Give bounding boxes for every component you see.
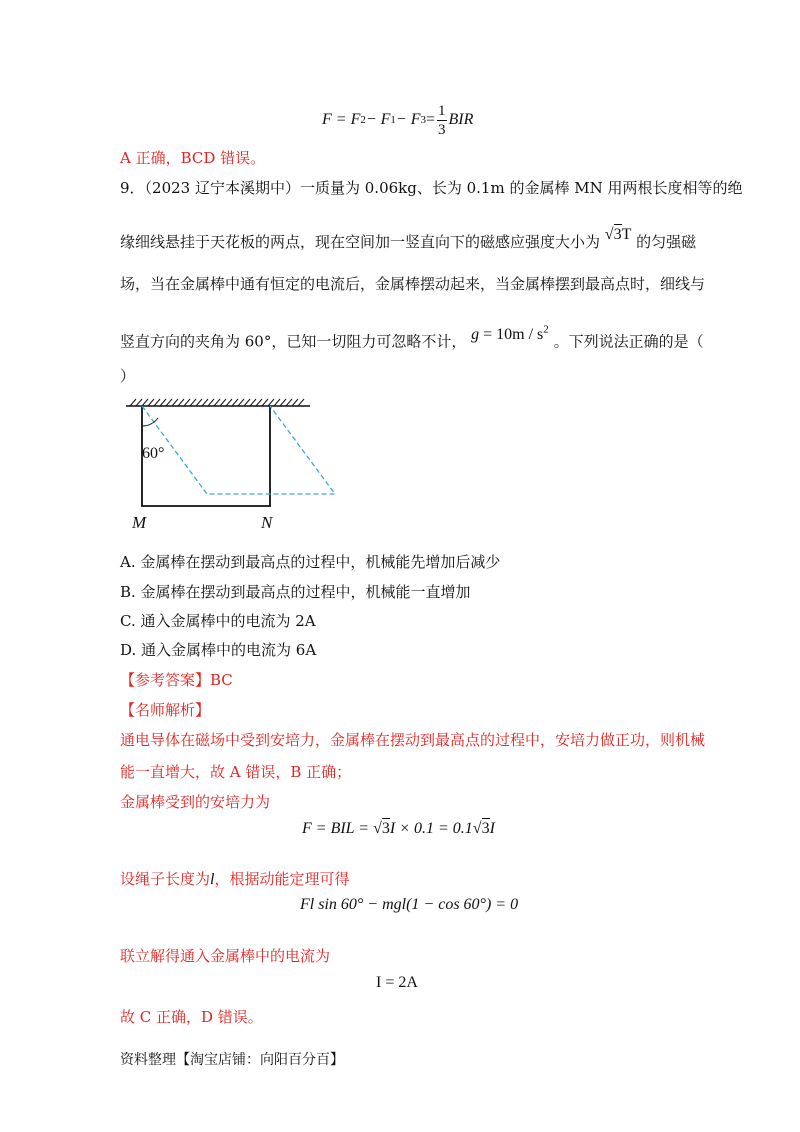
equation-energy: Fl sin 60° − mgl(1 − cos 60°) = 0 — [300, 896, 519, 913]
q4-text-a: 竖直方向的夹角为 60°，已知一切阻力可忽略不计， — [120, 332, 467, 351]
q2-sqrt-value: √3T — [604, 226, 632, 243]
eq1-a: F = BIL = — [302, 820, 374, 837]
fraction — [437, 102, 447, 139]
analysis-p2: 金属棒受到的安培力为 — [120, 793, 271, 811]
formula-tail: BIR — [448, 111, 474, 128]
minus-f1: − F — [365, 111, 391, 128]
sub-1: 1 — [390, 114, 396, 126]
option-a: A. 金属棒在摆动到最高点的过程中，机械能先增加后减少 — [120, 553, 501, 571]
ceiling-hatch — [130, 399, 304, 406]
question-line-5: ） — [120, 367, 136, 385]
analysis-label: 【名师解析】 — [120, 701, 211, 719]
option-b: B. 金属棒在摆动到最高点的过程中，机械能一直增加 — [120, 583, 471, 601]
q2-text-a: 缘细线悬挂于天花板的两点，现在空间加一竖直向下的磁感应强度大小为 — [120, 233, 601, 251]
equals: = — [426, 111, 436, 128]
deflected-position — [142, 406, 335, 494]
p3-text: 设绳子长度为 — [120, 870, 211, 888]
eq1-sqrt: 3 — [381, 820, 390, 837]
p3-var: l — [210, 871, 215, 888]
q4-g: $g = 10m / s^2$ — [471, 324, 549, 344]
sub-2: 2 — [360, 114, 366, 126]
option-d: D. 通入金属棒中的电流为 6A — [120, 641, 317, 659]
minus-f3: − F — [395, 111, 421, 128]
sub-3: 3 — [420, 114, 426, 126]
frac-num: 1 — [438, 102, 446, 119]
answer-label: 【参考答案】BC — [120, 671, 233, 689]
q2-sqrt-num: 3 — [613, 226, 622, 243]
top-formula — [322, 100, 473, 140]
angle-arc — [142, 418, 158, 426]
label-n: N — [261, 513, 273, 532]
analysis-p3 — [120, 869, 349, 890]
question-line-2 — [120, 226, 697, 253]
analysis-p5: 故 C 正确，D 错误。 — [120, 1008, 263, 1026]
eq1-c: I — [489, 820, 495, 837]
analysis-p1-line2: 能一直增大，故 A 错误，B 正确； — [120, 763, 352, 781]
question-line-3: 场，当在金属棒中通有恒定的电流后，金属棒摆动起来，当金属棒摆到最高点时，细线与 — [120, 275, 706, 293]
analysis-p1-line1: 通电导体在磁场中受到安培力，金属棒在摆动到最高点的过程中，安培力做正功，则机械 — [120, 731, 706, 749]
q2-unit: T — [621, 226, 632, 243]
analysis-p4: 联立解得通入金属棒中的电流为 — [120, 947, 331, 965]
question-line-4 — [120, 324, 704, 352]
question-line-1: 9．（2023 辽宁本溪期中）一质量为 0.06kg、长为 0.1m 的金属棒 MN 用两根长度相等的绝 — [120, 179, 743, 197]
angle-label: 60° — [142, 445, 165, 462]
label-m: M — [132, 513, 147, 532]
pendulum-figure — [120, 396, 350, 536]
equation-current: I = 2A — [376, 974, 418, 991]
q2-text-b: 的匀强磁 — [636, 233, 697, 251]
p3-tail: ，根据动能定理可得 — [214, 870, 350, 888]
prev-conclusion: A 正确，BCD 错误。 — [120, 149, 266, 167]
option-c: C. 通入金属棒中的电流为 2A — [120, 612, 316, 630]
formula-lhs: F = F — [322, 111, 361, 128]
q4-text-b: 。下列说法正确的是（ — [553, 332, 704, 351]
equation-force: F = BIL = √3I × 0.1 = 0.1√3I — [302, 820, 495, 837]
footer-note: 资料整理【淘宝店铺：向阳百分百】 — [120, 1052, 344, 1068]
eq1-sqrt2: 3 — [481, 820, 490, 837]
eq1-b: I × 0.1 = 0.1 — [389, 820, 473, 837]
frac-den: 3 — [438, 121, 446, 138]
q4-sup: 2 — [543, 324, 549, 336]
